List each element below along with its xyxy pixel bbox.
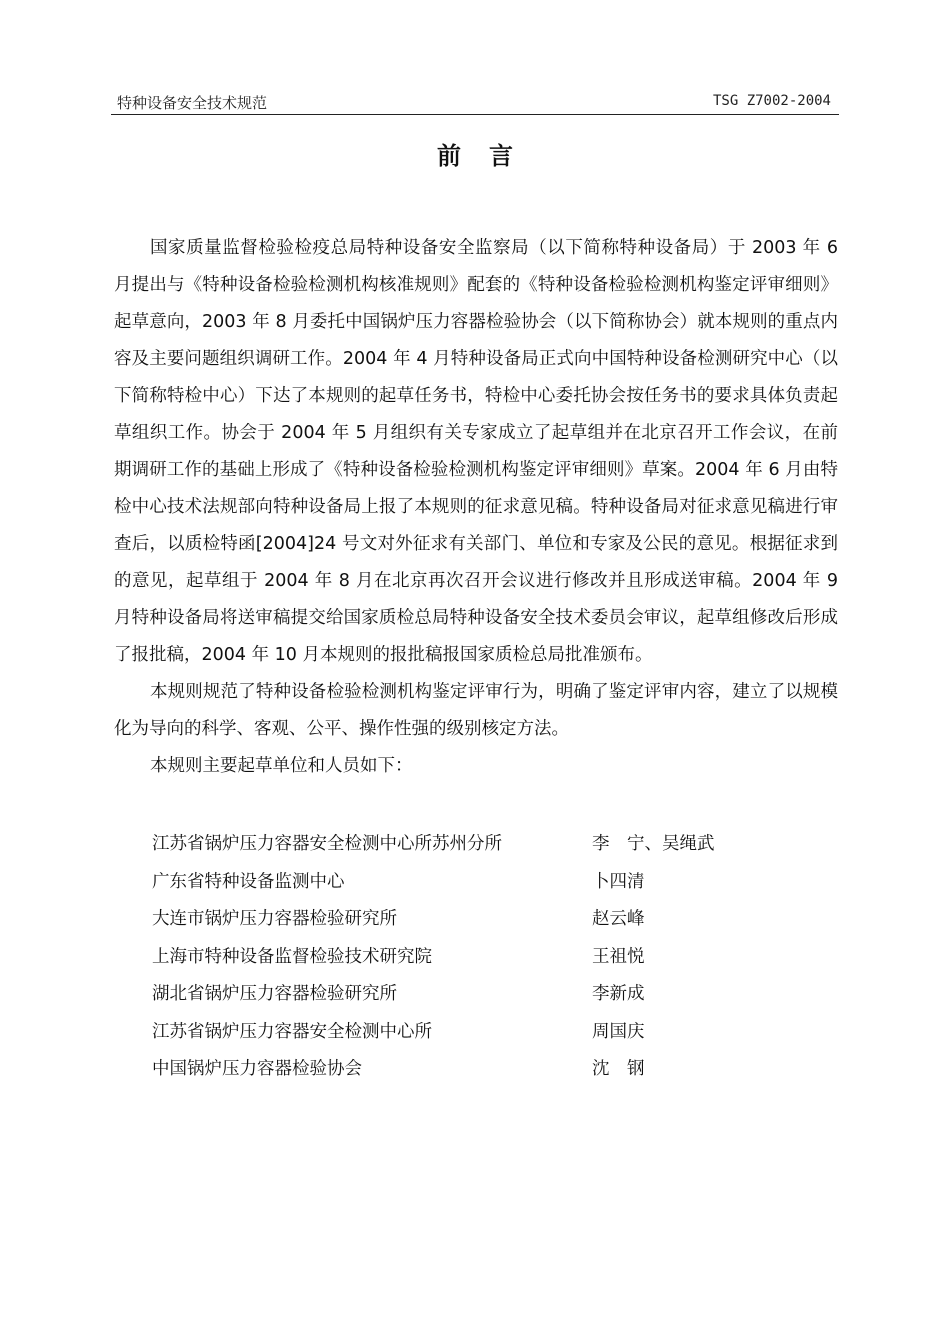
preface-paragraph-drafters-intro: 本规则主要起草单位和人员如下： bbox=[150, 756, 413, 776]
drafter-persons: 王祖悦 bbox=[592, 946, 645, 967]
drafter-persons: 李 宁、吴绳武 bbox=[592, 834, 715, 854]
drafter-persons: 沈 钢 bbox=[592, 1059, 645, 1079]
page-header bbox=[111, 90, 839, 115]
drafter-unit: 湖北省锅炉压力容器检验研究所 bbox=[152, 984, 397, 1004]
drafter-persons: 赵云峰 bbox=[592, 909, 645, 929]
drafters-list bbox=[152, 826, 792, 1089]
drafter-row bbox=[152, 1014, 792, 1052]
drafter-unit: 上海市特种设备监督检验技术研究院 bbox=[152, 946, 432, 967]
preface-body bbox=[114, 230, 838, 785]
drafter-persons: 周国庆 bbox=[592, 1021, 645, 1042]
preface-paragraph-scope: 本规则规范了特种设备检验检测机构鉴定评审行为，明确了鉴定评审内容，建立了以规模化为导向的科学、客观、公平、操作性强的级别核定方法。 bbox=[114, 682, 838, 739]
drafter-persons: 李新成 bbox=[592, 984, 645, 1004]
page-title: 前言 bbox=[437, 142, 541, 170]
drafter-persons: 卜四清 bbox=[592, 871, 645, 892]
drafter-unit: 江苏省锅炉压力容器安全检测中心所苏州分所 bbox=[152, 834, 502, 854]
preface-paragraph-history: 国家质量监督检验检疫总局特种设备安全监察局（以下简称特种设备局）于 2003 年 6 月提出与《特种设备检验检测机构核准规则》配套的《特种设备检验检测机构鉴定评审细则》起草意向，2003 年 8 月委托中国锅炉压力容器检验协会（以下简称协会）就本规则的重点内容及主要问题组织调研工作。2004 年 4 月特种设备局正式向中国特种设备检测研究中心（以下简称特检中心）下达了本规则的起草任务书，特检中心委托协会按任务书的要求具体负责起草组织工作。协会于 2004 年 5 月组织有关专家成立了起草组并在北京召开工作会议，在前期调研工作的基础上形成了《特种设备检验检测机构鉴定评审细则》草案。2004 年 6 月由特检中心技术法规部向特种设备局上报了本规则的征求意见稿。特种设备局对征求意见稿进行审查后，以质检特函[2004]24 号文对外征求有关部门、单位和专家及公民的意见。根据征求到的意见，起草组于 2004 年 8 月在北京再次召开会议进行修改并且形成送审稿。2004 年 9 月特种设备局将送审稿提交给国家质检总局特种设备安全技术委员会审议，起草组修改后形成了报批稿，2004 年 10 月本规则的报批稿报国家质检总局批准颁布。 bbox=[114, 238, 838, 665]
drafter-unit: 广东省特种设备监测中心 bbox=[152, 871, 345, 892]
header-standard-number: TSG Z7002-2004 bbox=[712, 93, 831, 109]
drafter-unit: 大连市锅炉压力容器检验研究所 bbox=[152, 909, 397, 929]
drafter-row bbox=[152, 939, 792, 977]
drafter-row bbox=[152, 864, 792, 902]
drafter-row bbox=[152, 976, 792, 1014]
drafter-row bbox=[152, 826, 792, 864]
drafter-row bbox=[152, 1051, 792, 1089]
drafter-row bbox=[152, 901, 792, 939]
header-series-title: 特种设备安全技术规范 bbox=[117, 94, 268, 112]
drafter-unit: 江苏省锅炉压力容器安全检测中心所 bbox=[152, 1021, 432, 1042]
drafter-unit: 中国锅炉压力容器检验协会 bbox=[152, 1059, 362, 1079]
